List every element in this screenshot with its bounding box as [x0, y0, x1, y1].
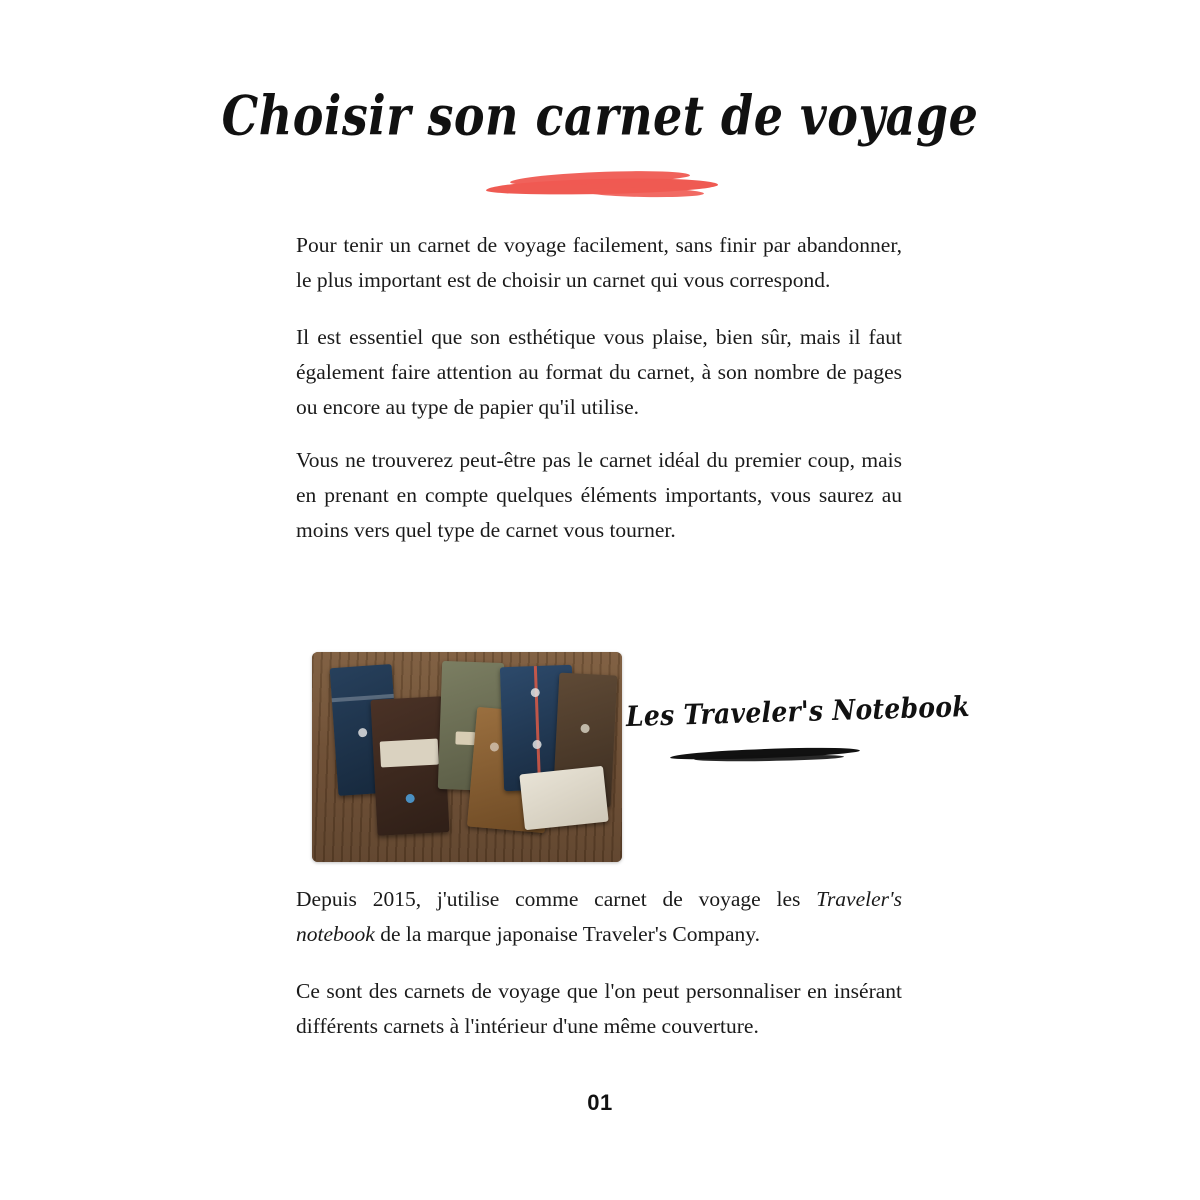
- paragraph: Ce sont des carnets de voyage que l'on peut personnaliser en insérant différents carnets à l'intérieur d'une même couverture.: [296, 979, 902, 1038]
- figure-row: [296, 652, 971, 874]
- paragraph: Il est essentiel que son esthétique vous plaise, bien sûr, mais il faut également faire attention au format du carnet, à son nombre de pages ou encore au type de papier qu'il utilise.: [296, 325, 902, 419]
- paragraph: Vous ne trouverez peut-être pas le carnet idéal du premier coup, mais en prenant en compte quelques éléments importants, vous saurez au moins vers quel type de carnet vous tourner.: [296, 448, 902, 542]
- body-text-bottom: [296, 882, 902, 1066]
- title-brush-underline-icon: [480, 171, 720, 197]
- body-text-top: [296, 228, 902, 570]
- notebooks-photo: [312, 652, 622, 862]
- paragraph: [296, 882, 902, 952]
- caption-brush-underline-icon: [664, 745, 864, 763]
- page-number: 01: [587, 1090, 613, 1115]
- page-title: Choisir son carnet de voyage: [221, 83, 979, 148]
- paragraph-italic-term: Traveler's notebook: [296, 887, 902, 946]
- paragraph: Pour tenir un carnet de voyage facilement, sans finir par abandonner, le plus important est de choisir un carnet qui vous correspond.: [296, 233, 902, 292]
- handwritten-caption: Les Traveler's Notebook: [625, 690, 971, 733]
- paragraph-tail: de la marque japonaise Traveler's Company.: [374, 922, 761, 946]
- handwritten-caption-block: [625, 690, 971, 763]
- notebook-item: [519, 766, 608, 830]
- title-block: [0, 83, 1200, 197]
- paragraph-lead: Depuis 2015, j'utilise comme carnet de voyage les: [296, 887, 817, 911]
